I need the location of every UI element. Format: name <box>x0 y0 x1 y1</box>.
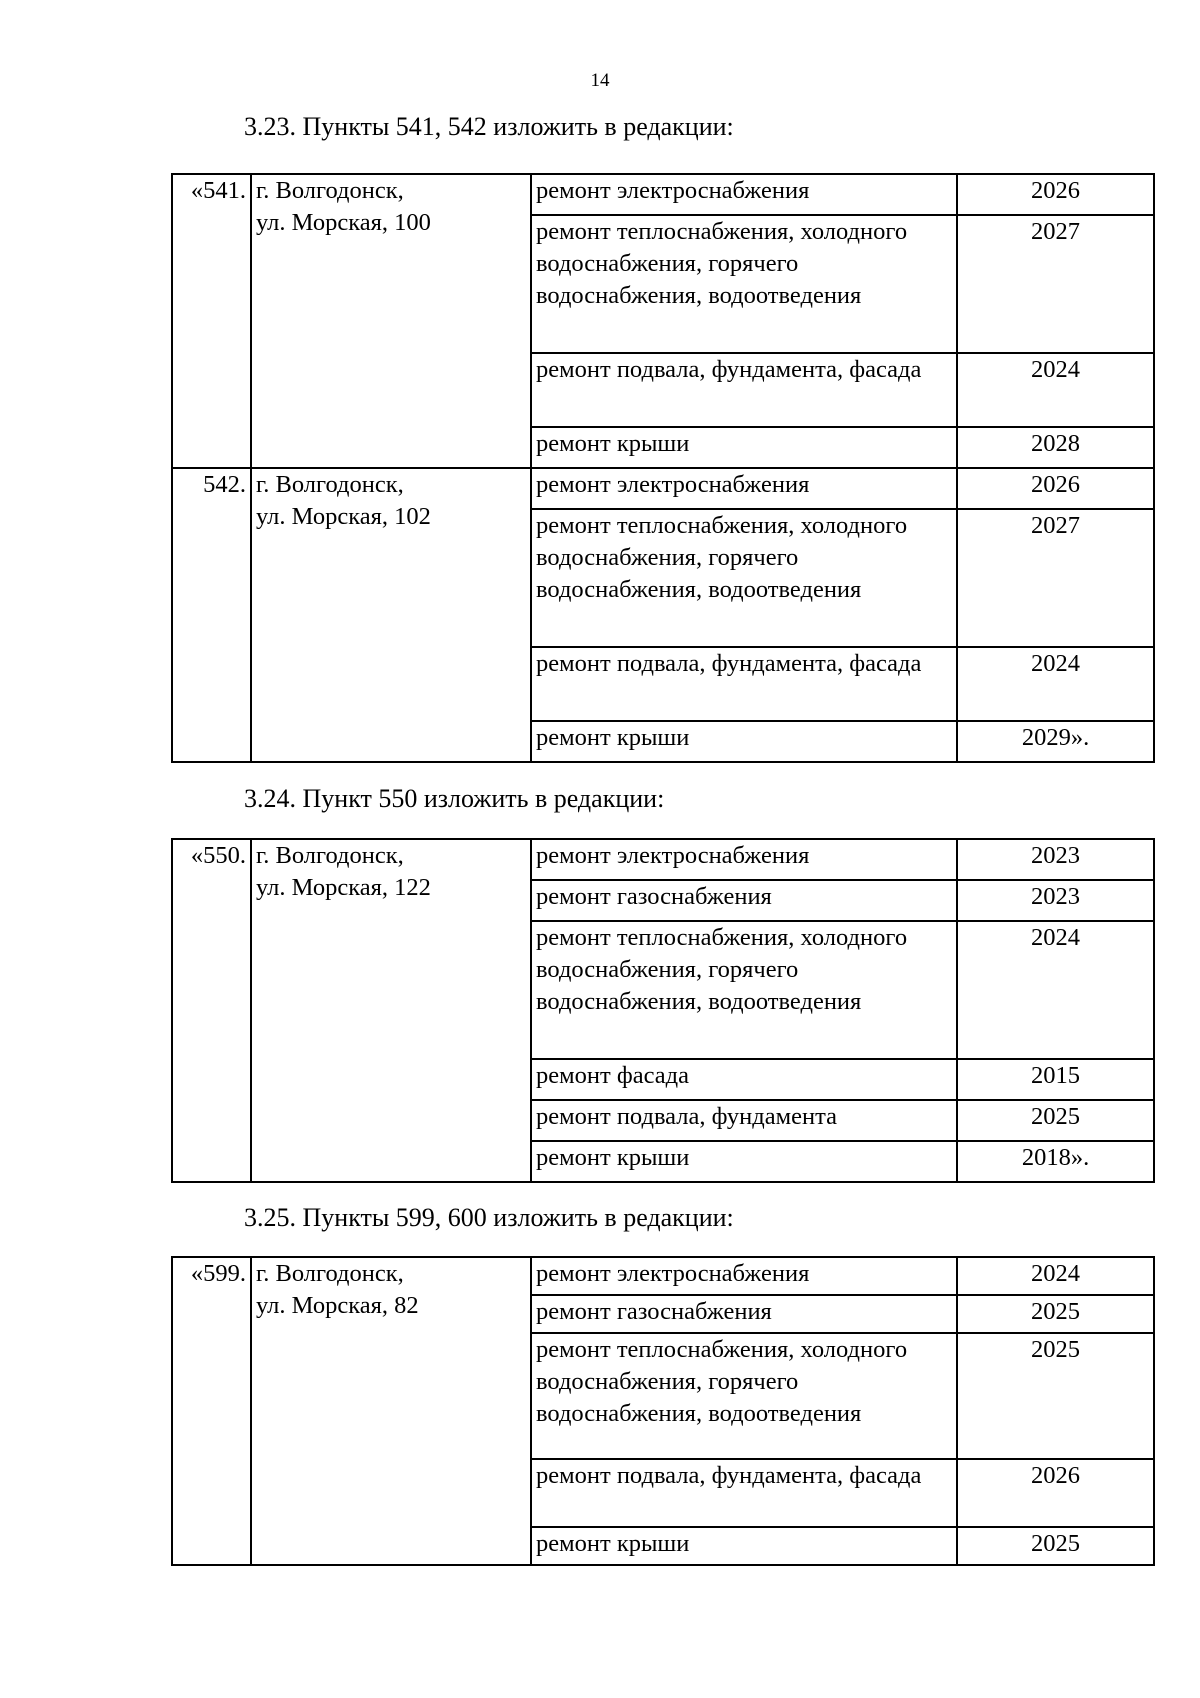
work-year: 2025 <box>957 1333 1154 1459</box>
page-number: 14 <box>590 70 610 91</box>
table-row <box>172 839 1154 880</box>
work-type: ремонт теплоснабжения, холодного водоснабжения, горячего водоснабжения, водоотведения <box>531 215 957 353</box>
table-row <box>172 1257 1154 1295</box>
table-row <box>172 468 1154 509</box>
work-year: 2025 <box>957 1527 1154 1565</box>
work-year: 2024 <box>957 921 1154 1059</box>
section-heading: 3.23. Пункты 541, 542 изложить в редакции: <box>244 112 734 141</box>
work-year: 2023 <box>957 839 1154 880</box>
table-row <box>172 174 1154 215</box>
work-type: ремонт теплоснабжения, холодного водоснабжения, горячего водоснабжения, водоотведения <box>531 1333 957 1459</box>
work-type: ремонт электроснабжения <box>531 468 957 509</box>
work-year: 2015 <box>957 1059 1154 1100</box>
address-cell <box>251 839 531 1182</box>
item-number: «541. <box>172 174 251 468</box>
work-year: 2024 <box>957 353 1154 427</box>
address-cell <box>251 174 531 468</box>
address-street: ул. Морская, 82 <box>256 1292 419 1319</box>
work-type: ремонт подвала, фундамента, фасада <box>531 353 957 427</box>
section-heading: 3.25. Пункты 599, 600 изложить в редакции: <box>244 1203 734 1232</box>
work-year: 2025 <box>957 1295 1154 1333</box>
work-year: 2026 <box>957 174 1154 215</box>
work-year: 2028 <box>957 427 1154 468</box>
section-heading: 3.24. Пункт 550 изложить в редакции: <box>244 784 665 813</box>
work-type: ремонт подвала, фундамента, фасада <box>531 647 957 721</box>
address-street: ул. Морская, 102 <box>256 503 431 530</box>
work-type: ремонт крыши <box>531 427 957 468</box>
work-type: ремонт электроснабжения <box>531 1257 957 1295</box>
item-number: «599. <box>172 1257 251 1565</box>
address-cell <box>251 1257 531 1565</box>
work-year: 2027 <box>957 509 1154 647</box>
work-type: ремонт теплоснабжения, холодного водоснабжения, горячего водоснабжения, водоотведения <box>531 921 957 1059</box>
work-year: 2025 <box>957 1100 1154 1141</box>
work-year: 2029». <box>957 721 1154 762</box>
work-type: ремонт фасада <box>531 1059 957 1100</box>
work-type: ремонт газоснабжения <box>531 1295 957 1333</box>
address-cell <box>251 468 531 762</box>
work-type: ремонт крыши <box>531 721 957 762</box>
work-type: ремонт электроснабжения <box>531 174 957 215</box>
address-city: г. Волгодонск, <box>256 471 404 498</box>
works-table <box>171 1256 1155 1566</box>
item-number: 542. <box>172 468 251 762</box>
work-type: ремонт подвала, фундамента, фасада <box>531 1459 957 1527</box>
work-type: ремонт крыши <box>531 1141 957 1182</box>
work-year: 2018». <box>957 1141 1154 1182</box>
work-type: ремонт электроснабжения <box>531 839 957 880</box>
work-year: 2026 <box>957 1459 1154 1527</box>
work-type: ремонт подвала, фундамента <box>531 1100 957 1141</box>
work-year: 2026 <box>957 468 1154 509</box>
work-type: ремонт газоснабжения <box>531 880 957 921</box>
item-number: «550. <box>172 839 251 1182</box>
work-type: ремонт теплоснабжения, холодного водоснабжения, горячего водоснабжения, водоотведения <box>531 509 957 647</box>
work-year: 2027 <box>957 215 1154 353</box>
works-table <box>171 838 1155 1183</box>
work-year: 2023 <box>957 880 1154 921</box>
address-street: ул. Морская, 122 <box>256 874 431 901</box>
address-street: ул. Морская, 100 <box>256 209 431 236</box>
address-city: г. Волгодонск, <box>256 177 404 204</box>
work-type: ремонт крыши <box>531 1527 957 1565</box>
work-year: 2024 <box>957 647 1154 721</box>
address-city: г. Волгодонск, <box>256 1260 404 1287</box>
work-year: 2024 <box>957 1257 1154 1295</box>
works-table <box>171 173 1155 763</box>
address-city: г. Волгодонск, <box>256 842 404 869</box>
